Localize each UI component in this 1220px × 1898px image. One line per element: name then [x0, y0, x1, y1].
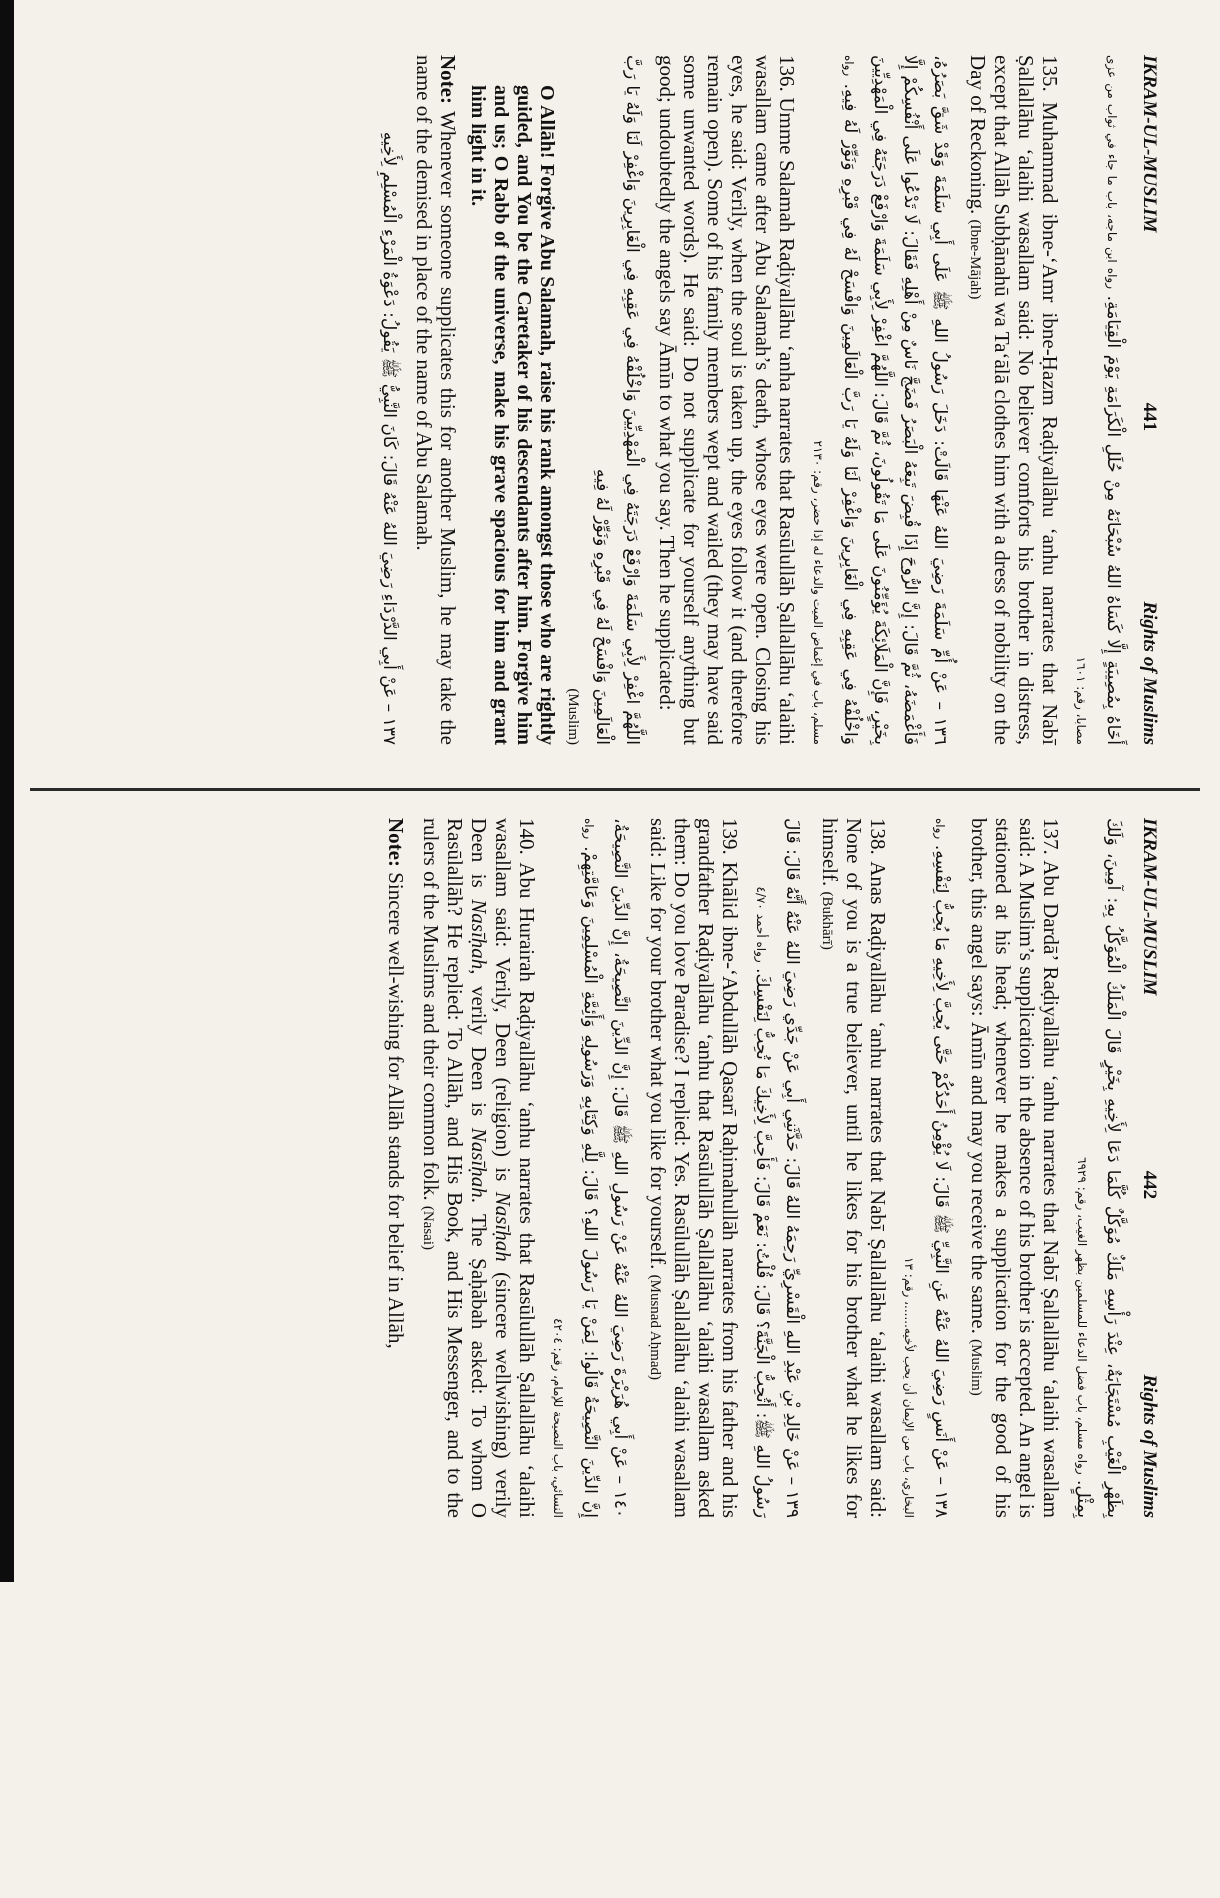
hadith-source: (Bukhārī) [819, 891, 835, 950]
header-chapter-title: Rights of Muslims [1139, 1374, 1160, 1518]
arabic-text: ١٣٦ – عَنْ أُمِّ سَلَمَةَ رَضِيَ اللهُ عَنْهَا قَالَتْ: دَخَلَ رَسُولُ اللهِ ﷺ عَلَى أَبِي سَلَمَةَ وَقَدْ شَقَّ بَصَرُهُ، فَأَغْمَضَهُ، ثُمَّ قَالَ: إِنَّ الرُّوحَ إِذَا قُبِضَ تَبِعَهُ الْبَصَرُ فَضَجَّ نَاسٌ مِنْ أَهْلِهِ فَقَالَ: لَا تَدْعُوا عَلَى أَنْفُسِكُمْ إِلَّا بِخَيْرٍ، فَإِنَّ الْمَلَائِكَةَ يُؤَمِّنُونَ عَلَى مَا تَقُولُونَ، ثُمَّ قَالَ: اللَّهُمَّ اغْفِرْ لِأَبِي سَلَمَةَ وَارْفَعْ دَرَجَتَهُ فِي الْمَهْدِيِّينَ وَاخْلُفْهُ فِي عَقِبِهِ فِي الْغَابِرِينَ وَاغْفِرْ لَنَا وَلَهُ يَا رَبَّ الْعَالَمِينَ وَافْسَحْ لَهُ فِي قَبْرِهِ وَنَوِّرْ لَهُ فِيهِ. رواه مسلم، باب في إغماض الميت والدعاء له إذا حضر، رقم: ٢١٣٠ [811, 55, 950, 745]
hadith-source: (Muslim) [968, 1339, 984, 1396]
hadith-140: 140. Abu Hurairah Raḍiyallāhu ‘anhu narrates that Rasūlullāh Ṣallallāhu ‘alaihi wasallam said: Verily, Deen (religion) is Nasīḥah (sincere wellwishing) verily Deen is Nasīḥah, verily Deen is Nasīḥah. The Ṣaḥābah asked: To whom O Rasūlallāh? He replied: To Allāh, and His Book, and His Messenger, and to the rulers of the Muslims and their common folk. (Nasai) [419, 818, 539, 1519]
dua-translation: O Allāh! Forgive Abu Salamah, raise his rank amongst those who are rightly guided, and You be the Caretaker of his descendants after him. Forgive him and us; O Rabb of the universe, make his grave spacious for him and grant him light in it. [467, 85, 558, 745]
hadith-138: 138. Anas Raḍiyallāhu ‘anhu narrates that Nabī Ṣallallāhu ‘alaihi wasallam said: None of you is a true believer, until he likes for his brother what he likes for himself. (Bukhārī) [818, 818, 890, 1518]
term-nasihah: Nasīḥah [467, 1127, 491, 1198]
header-chapter-title: Rights of Muslims [1139, 601, 1160, 745]
arabic-reference: رواه مسلم، باب فضل الدعاء للمسلمين بظهر الغيب، رقم: ٦٩٢٩ [1075, 1157, 1089, 1475]
hadith-135: 135. Muhammad ibne-‘Amr ibne-Ḥazm Raḍiyallāhu ‘anhu narrates that Nabī Ṣallallāhu ‘alaihi wasallam said: No believer comforts his brother in distress, except that Allāh Subḥānahū wa Ta‘ālā clothes him with a dress of nobility on the Day of Reckoning. (Ibne-Mājah) [966, 55, 1062, 745]
hadith-source: (Nasai) [420, 1205, 436, 1251]
arabic-reference: رواه البخاري، باب من الإيمان أن يحب لأخيه......، رقم: ١٣ [902, 818, 947, 1518]
hadith-139: 139. Khālid ibne-‘Abdullāh Qasarī Raḥimahullāh narrates from his father and his grandfather Raḍiyallāhu ‘anhu that Rasūlullāh Ṣallallāhu ‘alaihi wasallam asked them: Do you love Paradise? I replied: Yes. Rasūlullāh Ṣallallāhu ‘alaihi wasallam said: Like for your brother what you like for yourself. (Musnad Aḥmad) [646, 818, 742, 1518]
term-nasihah: Nasīḥah [467, 899, 491, 970]
header-book-title: IKRAM-UL-MUSLIM [1139, 55, 1160, 233]
binding-edge [0, 0, 14, 1582]
note-label: Note: [384, 818, 408, 867]
term-nasihah: Nasīḥah [491, 1191, 515, 1262]
arabic-reference: رواه ابن ماجه، باب ما جاء في ثواب من عزى مصابا، رقم: ١٦٠١ [1074, 55, 1119, 745]
arabic-text: ١٣٨ – عَنْ أَنَسٍ رَضِيَ اللهُ عَنْهُ عَنِ النَّبِيِّ ﷺ قَالَ: لَا يُؤْمِنُ أَحَدُكُمْ حَتَّى يُحِبَّ لِأَخِيهِ مَا يُحِبُّ لِنَفْسِهِ. رواه البخاري، باب من الإيمان أن يحب لأخيه......، رقم: ١٣ [902, 818, 951, 1518]
arabic-reference: رواه مسلم، باب في إغماض الميت والدعاء له إذا حضر، رقم: ٢١٣٠ [811, 55, 856, 745]
page-number: 441 [1139, 402, 1160, 432]
arabic-text: ١٤٠ – عَنْ أَبِي هُرَيْرَةَ رَضِيَ اللهُ عَنْهُ عَنْ رَسُولِ اللهِ ﷺ قَالَ: إِنَّ الدِّينَ النَّصِيحَةُ، إِنَّ الدِّينَ النَّصِيحَةُ، إِنَّ الدِّينَ النَّصِيحَةُ قَالُوا: لِمَنْ يَا رَسُولَ اللهِ؟ قَالَ: لِلَّهِ وَكِتَابِهِ وَرَسُولِهِ وَأَئِمَّةِ الْمُسْلِمِينَ وَعَامَّتِهِمْ. رواه النسائي، باب النصيحة للإمام، رقم: ٤٢٠٤ [551, 818, 630, 1519]
page-fold [30, 788, 1200, 791]
hadith-137: 137. Abu Dardā’ Raḍiyallāhu ‘anhu narrates that Nabī Ṣallallāhu ‘alaihi wasallam said: A Muslim’s supplication in the absence of his brother is accepted. An angel is stationed at his head; whenever he makes a supplication for the good of his brother, this angel says: Āmīn and may you receive the same. (Muslim) [967, 818, 1063, 1518]
hadith-source: (Musnad Aḥmad) [647, 1274, 663, 1381]
note-label: Note: [436, 55, 460, 104]
hadith-source: (Ibne-Mājah) [967, 219, 983, 300]
arabic-text: بِظَهْرِ الْغَيْبِ مُسْتَجَابَةٌ، عِنْدَ رَأْسِهِ مَلَكٌ مُوَكَّلٌ كُلَّمَا دَعَا لِأَخِيهِ بِخَيْرٍ قَالَ الْمَلَكُ الْمُوَكَّلُ بِهِ: آمِينَ، وَلَكَ بِمِثْلٍ. رواه مسلم، باب فضل الدعاء للمسلمين بظهر الغيب، رقم: ٦٩٢٩ [1073, 818, 1123, 1518]
page-442 [384, 818, 1220, 1898]
arabic-dua: اللَّهُمَّ اغْفِرْ لِأَبِي سَلَمَةَ وَارْفَعْ دَرَجَتَهُ فِي الْمَهْدِيِّينَ وَاخْلُفْهُ فِي عَقِبِهِ فِي الْغَابِرِينَ وَاغْفِرْ لَنَا وَلَهُ يَا رَبَّ الْعَالَمِينَ وَافْسَحْ لَهُ فِي قَبْرِهِ وَنَوِّرْ لَهُ فِيهِ [592, 55, 642, 745]
running-head [1138, 55, 1160, 745]
header-book-title: IKRAM-UL-MUSLIM [1139, 818, 1160, 996]
hadith-136: 136. Umme Salamah Raḍiyallāhu ‘anha narrates that Rasūlullāh Ṣallallāhu ‘alaihi wasallam came after Abu Salamah’s death, whose eyes were open. Closing his eyes, he said: Verily, when the soul is taken up, the eyes follow it (and therefore remain open). Some of his family members wept and wailed (they may have said some unwanted words). He said: Do not supplicate for yourself anything but good; undoubtedly the angels say Āmīn to what you say. Then he supplicated: [655, 55, 799, 745]
page-number: 442 [1139, 1170, 1160, 1200]
arabic-reference: رواه النسائي، باب النصيحة للإمام، رقم: ٤٢٠٤ [551, 818, 596, 1518]
arabic-reference: رواه أحمد ٤/٧٠ [754, 886, 768, 963]
arabic-text: ١٣٧ – عَنْ أَبِي الدَّرْدَاءِ رَضِيَ اللهُ عَنْهُ قَالَ: كَانَ النَّبِيُّ ﷺ يَقُولُ: دَعْوَةُ الْمَرْءِ الْمُسْلِمِ لِأَخِيهِ [379, 131, 399, 745]
note: Note: Whenever someone supplicates this for another Muslim, he may take the name of the demised in place of the name of Abu Salamah. [412, 55, 460, 745]
running-head [1138, 818, 1160, 1518]
note: Note: Sincere well-wishing for Allāh stands for belief in Allāh, [384, 818, 408, 1349]
arabic-text: ١٣٩ – عَنْ خَالِدِ بْنِ عَبْدِ اللهِ الْقَسْرِيِّ رَحِمَهُ اللهُ قَالَ: حَدَّثَنِي أَبِي عَنْ جَدِّي رَضِيَ اللهُ عَنْهُ أَنَّهُ قَالَ: قَالَ رَسُولُ اللهِ ﷺ: أَتُحِبُّ الْجَنَّةَ؟ قَالَ: قُلْتُ: نَعَمْ قَالَ: فَأَحِبَّ لِأَخِيكَ مَا تُحِبُّ لِنَفْسِكَ. رواه أحمد ٤/٧٠ [752, 818, 802, 1518]
hadith-source: (Muslim) [565, 688, 581, 745]
arabic-text: أَخَاهُ بِمُصِيبَةٍ إِلَّا كَسَاهُ اللهُ سُبْحَانَهُ مِنْ حُلَلِ الْكَرَامَةِ يَوْمَ الْقِيَامَةِ. رواه ابن ماجه، باب ما جاء في ثواب من عزى مصابا، رقم: ١٦٠١ [1074, 55, 1123, 745]
